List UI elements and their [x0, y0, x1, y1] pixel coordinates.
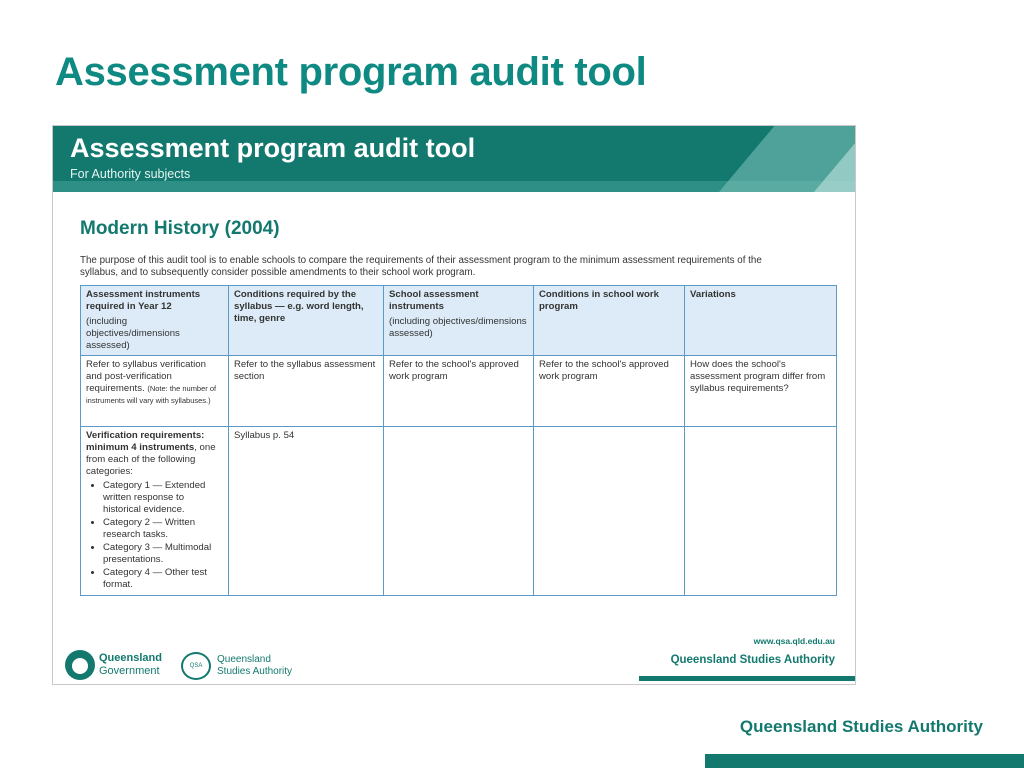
cell-syllabus-page: Syllabus p. 54: [229, 427, 384, 596]
header-note: (including objectives/dimensions assessed): [389, 316, 527, 339]
list-item: • Category 1 — Extended written response to historical evidence.: [103, 480, 223, 516]
document-footer-bar: [639, 676, 855, 681]
audit-table: [80, 285, 837, 596]
logo-text: Queensland: [217, 654, 271, 665]
cell-empty: [384, 427, 534, 596]
header-label: Assessment instruments required in Year 12: [86, 289, 201, 312]
table-header-row: [81, 286, 837, 356]
intro-paragraph: The purpose of this audit tool is to enable schools to compare the requirements of their assessment program to the minimum assessment requirements of the syllabus, and to subsequently consider possible amendments to their school work program.: [80, 255, 762, 278]
header-label: Conditions in school work program: [539, 289, 659, 312]
list-item: • Category 2 — Written research tasks.: [103, 517, 223, 541]
header-variations: [685, 286, 837, 356]
qsa-logo: [181, 649, 306, 683]
requirement-text: , one from each of the following categories:: [86, 442, 216, 477]
slide-title: Assessment program audit tool: [55, 50, 647, 94]
cell-empty: [534, 427, 685, 596]
cell-empty: [685, 427, 837, 596]
document-footer-org: Queensland Studies Authority: [670, 654, 835, 666]
cell-text: Refer to syllabus verification and post-verification requirements.: [86, 359, 206, 394]
queensland-government-logo: [65, 649, 170, 683]
list-item: • Category 4 — Other test format.: [103, 567, 223, 591]
cell-guidance-school-instruments: Refer to the school's approved work program: [384, 356, 534, 427]
list-item: • Category 3 — Multimodal presentations.: [103, 542, 223, 566]
document-subtitle: For Authority subjects: [70, 167, 191, 181]
header-school-conditions: [534, 286, 685, 356]
cell-guidance-variations: How does the school's assessment program differ from syllabus requirements?: [685, 356, 837, 427]
header-label: Conditions required by the syllabus — e.g. word length, time, genre: [234, 289, 364, 324]
website-url: www.qsa.qld.edu.au: [753, 636, 835, 646]
slide-footer-bar: [705, 754, 1024, 768]
slide-footer-org: Queensland Studies Authority: [739, 717, 983, 736]
header-label: Variations: [690, 289, 736, 300]
header-label: School assessment instruments: [389, 289, 479, 312]
document-header-banner: [53, 126, 855, 192]
header-assessment-instruments: [81, 286, 229, 356]
subject-heading: Modern History (2004): [80, 218, 280, 239]
logo-text: Queensland: [99, 652, 162, 664]
cell-guidance-syllabus: Refer to the syllabus assessment section: [229, 356, 384, 427]
header-school-instruments: [384, 286, 534, 356]
logo-text: Studies Authority: [217, 666, 293, 677]
header-note: (including objectives/dimensions assessed): [86, 316, 180, 351]
qsa-emblem-icon: QSA: [181, 652, 211, 680]
header-syllabus-conditions: [229, 286, 384, 356]
table-row: [81, 356, 837, 427]
cell-verification-requirements: [81, 427, 229, 596]
cell-guidance-instruments: [81, 356, 229, 427]
document-title: Assessment program audit tool: [70, 133, 476, 163]
requirement-bold: Verification requirements: minimum 4 instruments: [86, 430, 205, 453]
audit-tool-document: [52, 125, 856, 685]
category-list: [86, 480, 223, 591]
cell-note: (Note: the number of instruments will vary with syllabuses.): [86, 384, 217, 405]
cell-guidance-school-conditions: Refer to the school's approved work program: [534, 356, 685, 427]
logo-text: Government: [99, 665, 160, 677]
government-emblem-icon: [65, 650, 95, 680]
table-row: [81, 427, 837, 596]
